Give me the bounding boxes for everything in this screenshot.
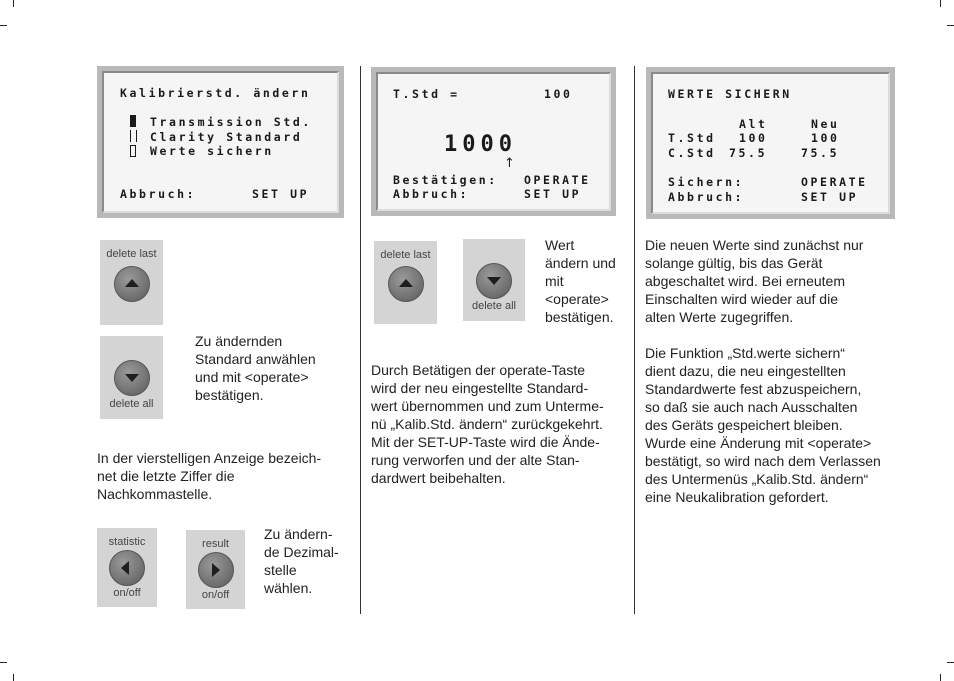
key-label: result: [202, 538, 229, 550]
operate-explanation-text: Durch Betätigen der operate-Taste wird der neu eingestellte Standard- wert übernommen und zum Unterme- nü „Kalib.Std. ändern“ zurückgekehrt. Mit der SET-UP-Taste wird die Ände- rung verworfen und der alte Stan- dardwert beibehalten.: [371, 362, 604, 486]
column-divider: [360, 66, 361, 614]
delete-all-key[interactable]: [463, 239, 525, 321]
lcd-display-save-values: [646, 67, 895, 219]
key-label: on/off: [113, 587, 141, 599]
crop-mark: [13, 0, 14, 7]
save-function-text: Die Funktion „Std.werte sichern“ dient dazu, die neu eingestellten Standardwerte fest abzuspeichern, so daß sie auch nach Ausschalten des Geräts gespeichert bleiben. Wurde eine Änderung mit <operate> bestätigt, so wird nach dem Verlassen des Untermenüs „Kalib.Std. ändern“ eine Neukalibration gefordert.: [645, 345, 881, 505]
crop-mark: [940, 674, 941, 681]
lcd-display-enter-value: [371, 67, 616, 216]
tstd-current-value: 100: [544, 87, 573, 101]
column-old-header: Alt: [739, 117, 768, 131]
key-label: delete last: [380, 249, 431, 261]
cursor-bars-icon: [130, 130, 137, 142]
statistic-key[interactable]: [97, 528, 157, 607]
delete-last-key[interactable]: [374, 241, 437, 324]
cursor-selected-icon: [130, 115, 136, 127]
abort-label: Abbruch:: [393, 187, 470, 201]
setup-key-label: SET UP: [524, 187, 582, 201]
column-divider: [634, 66, 635, 614]
key-label: statistic: [108, 536, 146, 548]
key-label: delete all: [471, 300, 517, 312]
lcd-title: WERTE SICHERN: [668, 87, 792, 101]
decimal-digit-text: In der vierstelligen Anzeige bezeich- net die letzte Ziffer die Nachkommastelle.: [97, 450, 322, 502]
key-label: delete last: [106, 248, 157, 260]
menu-option-transmission[interactable]: Transmission Std.: [150, 115, 312, 129]
save-label: Sichern:: [668, 175, 745, 189]
crop-mark: [13, 674, 14, 681]
delete-last-key[interactable]: [100, 240, 163, 325]
key-knob: [114, 360, 150, 396]
crop-mark: [940, 0, 941, 7]
abort-label: Abbruch:: [120, 187, 197, 201]
operate-key-label: OPERATE: [801, 175, 868, 189]
arrow-left-icon: [121, 561, 129, 575]
cursor-empty-icon: [130, 145, 136, 157]
digit-pointer-arrow-icon: ↑: [504, 156, 515, 171]
cstd-old-value: 75.5: [729, 146, 768, 160]
arrow-down-icon: [487, 277, 501, 285]
arrow-down-icon: [125, 374, 139, 382]
operate-key-label: OPERATE: [524, 173, 591, 187]
crop-mark: [947, 662, 954, 663]
arrow-right-icon: [212, 563, 220, 577]
key-knob: [198, 552, 234, 588]
setup-key-label: SET UP: [252, 187, 310, 201]
key-label: delete all: [109, 398, 154, 410]
menu-option-clarity[interactable]: Clarity Standard: [150, 130, 303, 144]
key-knob: [476, 263, 512, 299]
result-key[interactable]: [186, 530, 245, 609]
key-knob: [388, 266, 424, 302]
cstd-new-value: 75.5: [801, 146, 840, 160]
validity-text: Die neuen Werte sind zunächst nur solange gültig, bis das Gerät abgeschaltet wird. Bei erneutem Einschalten wird wieder auf die alten Werte zugegriffen.: [645, 237, 864, 325]
arrow-up-icon: [125, 279, 139, 287]
new-value-entry[interactable]: 1000: [444, 132, 517, 157]
tstd-old-value: 100: [739, 131, 768, 145]
select-standard-text: Zu ändernden Standard anwählen und mit <operate> bestätigen.: [195, 333, 316, 403]
menu-option-save[interactable]: Werte sichern: [150, 144, 274, 158]
crop-mark: [947, 25, 954, 26]
setup-key-label: SET UP: [801, 190, 859, 204]
confirm-label: Bestätigen:: [393, 173, 498, 187]
cstd-row-label: C.Std: [668, 146, 716, 160]
key-knob: [109, 550, 145, 586]
tstd-new-value: 100: [811, 131, 840, 145]
tstd-label: T.Std =: [393, 87, 460, 101]
tstd-row-label: T.Std: [668, 131, 716, 145]
arrow-up-icon: [399, 279, 413, 287]
lcd-title: Kalibrierstd. ändern: [120, 86, 311, 100]
crop-mark: [0, 662, 7, 663]
column-new-header: Neu: [811, 117, 840, 131]
key-label: on/off: [201, 589, 230, 601]
abort-label: Abbruch:: [668, 190, 745, 204]
change-value-text: Wert ändern und mit <operate> bestätigen.: [545, 237, 616, 325]
decimal-place-text: Zu ändern- de Dezimal- stelle wählen.: [264, 526, 339, 596]
delete-all-key[interactable]: [100, 336, 163, 419]
lcd-display-calibration-menu: [97, 66, 344, 218]
crop-mark: [0, 25, 7, 26]
key-knob: [114, 266, 150, 302]
